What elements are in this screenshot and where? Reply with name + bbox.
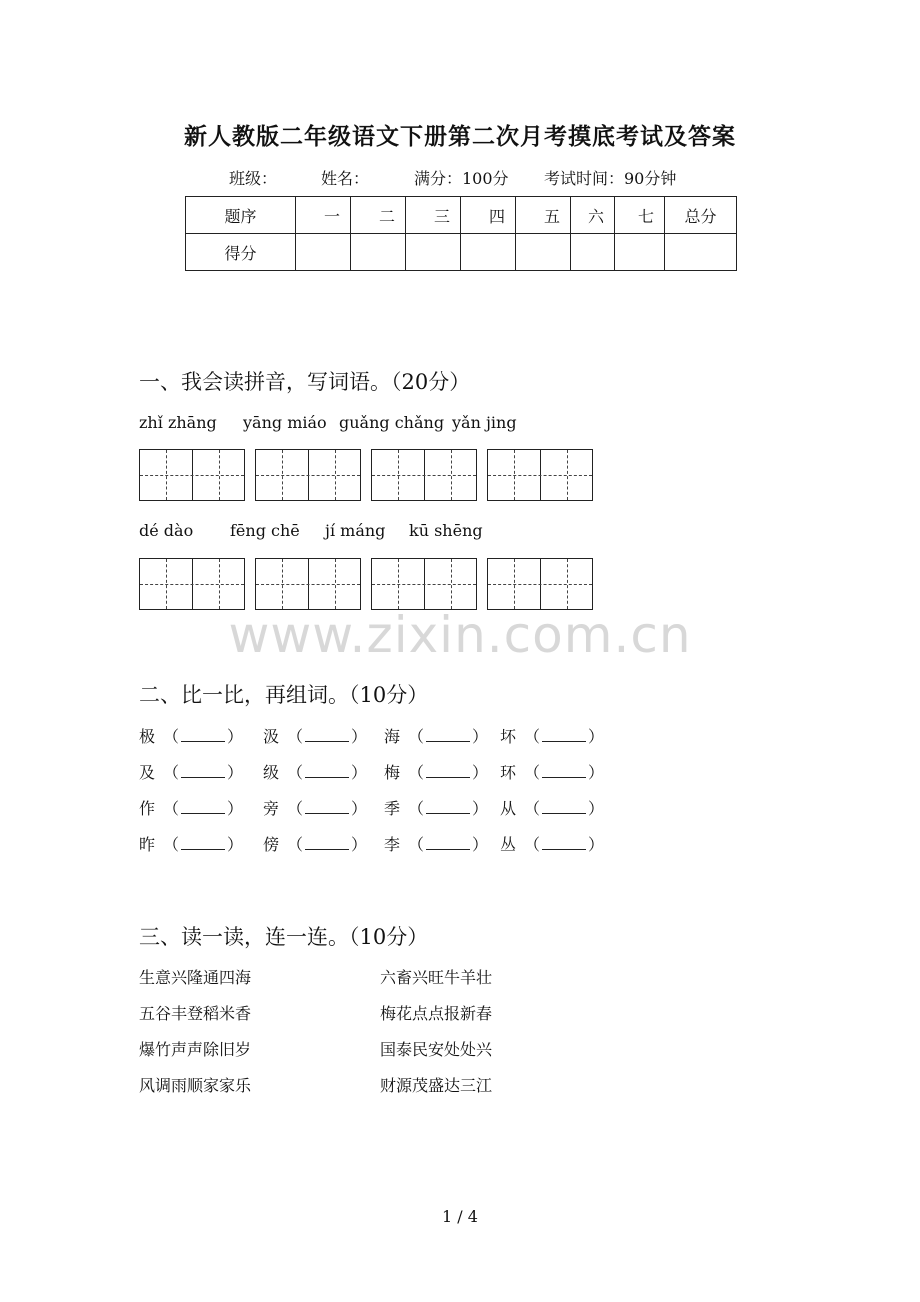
open-paren: （ [524,835,541,854]
character: 环 [500,763,517,782]
class-label: 班级： [229,169,278,188]
open-paren: （ [163,835,180,854]
score-cell[interactable] [461,234,516,271]
compare-word-item [139,724,243,747]
close-paren: ） [588,727,605,746]
open-paren: （ [163,727,180,746]
answer-blank[interactable] [305,801,349,814]
compare-word-item [263,832,367,855]
character: 及 [139,763,156,782]
answer-blank[interactable] [542,765,586,778]
writing-grid[interactable] [255,449,361,501]
writing-grid[interactable] [255,558,361,610]
answer-blank[interactable] [426,837,470,850]
match-item-right[interactable]: 国泰民安处处兴 [380,1040,493,1059]
column-2: 二 [351,197,406,234]
compare-word-item [500,724,604,747]
score-cell[interactable] [406,234,461,271]
answer-blank[interactable] [542,801,586,814]
close-paren: ） [227,763,244,782]
close-paren: ） [472,835,489,854]
full-score: 满分：100分 [414,169,509,188]
compare-word-item [263,796,367,819]
character: 级 [263,763,280,782]
character: 旁 [263,799,280,818]
total-label: 总分 [665,197,737,234]
pinyin-label: dé dào [139,521,194,540]
answer-blank[interactable] [181,765,225,778]
character: 从 [500,799,517,818]
character: 丛 [500,835,517,854]
open-paren: （ [287,835,304,854]
close-paren: ） [351,727,368,746]
compare-word-item [384,760,488,783]
character: 海 [384,727,401,746]
score-cell[interactable] [351,234,406,271]
open-paren: （ [524,763,541,782]
section-3-title: 三、读一读，连一连。（10分） [139,925,429,949]
close-paren: ） [588,799,605,818]
character: 坏 [500,727,517,746]
watermark: www.zixin.com.cn [228,606,692,664]
answer-blank[interactable] [181,729,225,742]
match-item-right[interactable]: 财源茂盛达三江 [380,1076,493,1095]
open-paren: （ [524,727,541,746]
close-paren: ） [588,835,605,854]
writing-grid[interactable] [487,558,593,610]
writing-grid[interactable] [371,449,477,501]
open-paren: （ [163,799,180,818]
character: 傍 [263,835,280,854]
answer-blank[interactable] [305,837,349,850]
page-number: 1 / 4 [442,1207,478,1226]
answer-blank[interactable] [305,729,349,742]
column-3: 三 [406,197,461,234]
open-paren: （ [287,763,304,782]
match-item-right[interactable]: 梅花点点报新春 [380,1004,493,1023]
score-cell[interactable] [571,234,615,271]
score-table-header-row [186,197,737,234]
match-item-right[interactable]: 六畜兴旺牛羊壮 [380,968,493,987]
pinyin-label: guǎng chǎng [339,413,445,432]
answer-blank[interactable] [542,837,586,850]
close-paren: ） [588,763,605,782]
open-paren: （ [287,799,304,818]
column-6: 六 [571,197,615,234]
close-paren: ） [351,763,368,782]
pinyin-label: jí máng [325,521,386,540]
name-label: 姓名： [321,169,370,188]
compare-word-item [384,796,488,819]
writing-grid[interactable] [139,558,245,610]
section-1-title: 一、我会读拼音，写词语。（20分） [139,370,471,394]
header-label: 题序 [186,197,296,234]
pinyin-label: fēng chē [230,521,300,540]
character: 极 [139,727,156,746]
answer-blank[interactable] [542,729,586,742]
open-paren: （ [163,763,180,782]
open-paren: （ [408,763,425,782]
compare-word-item [500,832,604,855]
character: 昨 [139,835,156,854]
compare-word-item [139,760,243,783]
compare-word-item [384,832,488,855]
close-paren: ） [351,835,368,854]
character: 梅 [384,763,401,782]
close-paren: ） [227,835,244,854]
character: 作 [139,799,156,818]
open-paren: （ [408,727,425,746]
answer-blank[interactable] [305,765,349,778]
pinyin-label: yāng miáo [243,413,327,432]
answer-blank[interactable] [181,837,225,850]
column-1: 一 [296,197,351,234]
close-paren: ） [472,799,489,818]
match-item-left[interactable]: 生意兴隆通四海 [139,968,252,987]
match-item-left[interactable]: 爆竹声声除旧岁 [139,1040,252,1059]
character: 季 [384,799,401,818]
answer-blank[interactable] [426,729,470,742]
writing-grid[interactable] [139,449,245,501]
close-paren: ） [472,763,489,782]
match-item-left[interactable]: 风调雨顺家家乐 [139,1076,252,1095]
writing-grid[interactable] [371,558,477,610]
open-paren: （ [524,799,541,818]
score-table-score-row [186,234,737,271]
compare-word-item [263,760,367,783]
character: 李 [384,835,401,854]
score-table [185,196,737,271]
pinyin-label: kū shēng [409,521,483,540]
pinyin-label: yǎn jing [452,413,517,432]
score-cell[interactable] [665,234,737,271]
close-paren: ） [227,727,244,746]
score-cell[interactable] [516,234,571,271]
document-title: 新人教版二年级语文下册第二次月考摸底考试及答案 [184,123,736,150]
answer-blank[interactable] [426,801,470,814]
match-item-left[interactable]: 五谷丰登稻米香 [139,1004,252,1023]
compare-word-item [139,832,243,855]
close-paren: ） [472,727,489,746]
close-paren: ） [351,799,368,818]
pinyin-label: zhǐ zhāng [139,413,217,432]
section-2-title: 二、比一比，再组词。（10分） [139,683,429,707]
column-7: 七 [615,197,665,234]
exam-time: 考试时间：90分钟 [544,169,677,188]
close-paren: ） [227,799,244,818]
character: 汲 [263,727,280,746]
score-cell[interactable] [296,234,351,271]
compare-word-item [500,796,604,819]
column-4: 四 [461,197,516,234]
compare-word-item [139,796,243,819]
writing-grid[interactable] [487,449,593,501]
compare-word-item [384,724,488,747]
open-paren: （ [408,835,425,854]
score-label: 得分 [186,234,296,271]
compare-word-item [263,724,367,747]
open-paren: （ [287,727,304,746]
answer-blank[interactable] [426,765,470,778]
column-5: 五 [516,197,571,234]
compare-word-item [500,760,604,783]
open-paren: （ [408,799,425,818]
score-cell[interactable] [615,234,665,271]
answer-blank[interactable] [181,801,225,814]
